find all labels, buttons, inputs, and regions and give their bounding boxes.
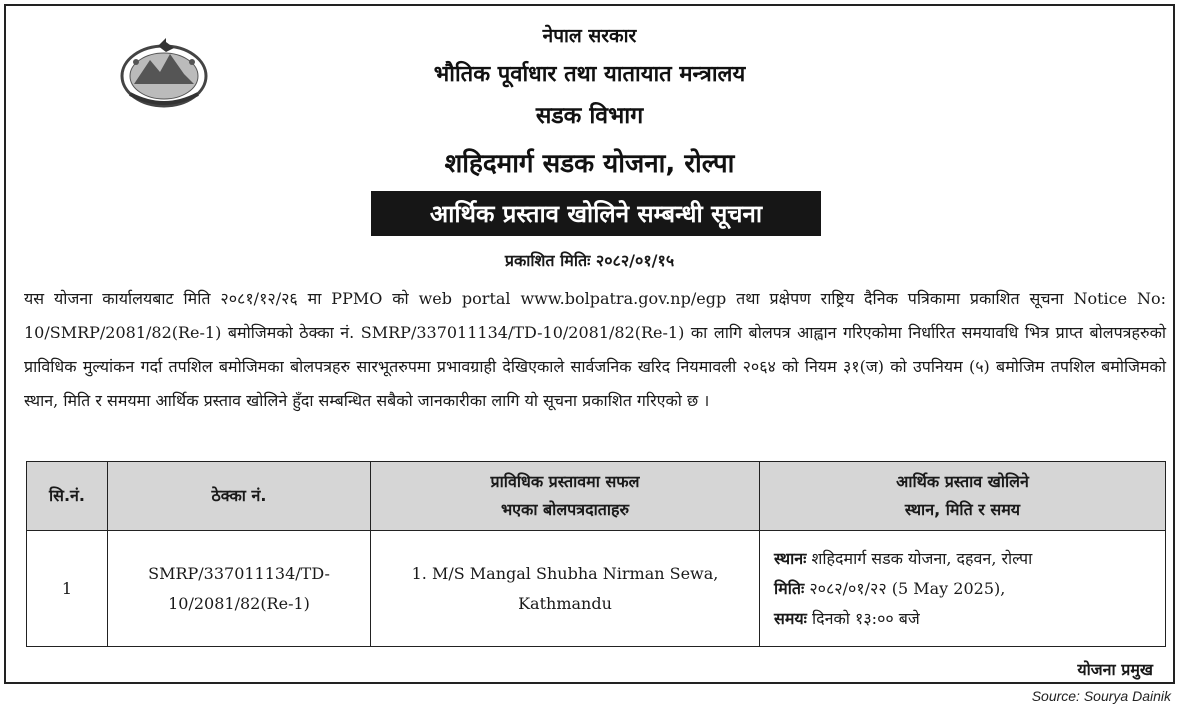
header-sn: सि.नं. bbox=[27, 462, 108, 531]
contract-line1: SMRP/337011134/TD- bbox=[148, 563, 330, 583]
table-row bbox=[27, 531, 1166, 647]
time-label: समयः bbox=[774, 608, 807, 628]
department-heading: सडक विभाग bbox=[535, 103, 644, 129]
bidder-line2: Kathmandu bbox=[518, 593, 612, 613]
header-opening-line2: स्थान, मिति र समय bbox=[904, 500, 1021, 519]
table-header-row bbox=[27, 462, 1166, 531]
notice-frame bbox=[4, 4, 1175, 684]
place-value: शहिदमार्ग सडक योजना, दहवन, रोल्पा bbox=[811, 548, 1033, 568]
header-bidders-line1: प्राविधिक प्रस्तावमा सफल bbox=[490, 472, 640, 491]
header-bidders bbox=[371, 462, 760, 531]
office-heading: शहिदमार्ग सडक योजना, रोल्पा bbox=[444, 149, 735, 179]
header-opening bbox=[760, 462, 1166, 531]
time-value: दिनको १३:०० बजे bbox=[812, 608, 920, 628]
header-bidders-line2: भएका बोलपत्रदाताहरु bbox=[500, 500, 630, 519]
row-opening-details bbox=[760, 531, 1166, 647]
source-credit: Source: Sourya Dainik bbox=[1031, 688, 1171, 704]
place-label: स्थानः bbox=[774, 548, 807, 568]
date-value: २०८२/०१/२२ (5 May 2025), bbox=[809, 578, 1006, 598]
notice-title: आर्थिक प्रस्ताव खोलिने सम्बन्धी सूचना bbox=[371, 191, 821, 236]
date-label: मितिः bbox=[774, 578, 805, 598]
bidder-line1: 1. M/S Mangal Shubha Nirman Sewa, bbox=[411, 563, 719, 583]
published-date: प्रकाशित मितिः २०८२/०१/१५ bbox=[504, 251, 675, 270]
notice-paragraph: यस योजना कार्यालयबाट मिति २०८१/१२/२६ मा PPMO को web portal www.bolpatra.gov.np/egp तथा प्रक्षेपण राष्ट्रिय दैनिक पत्रिकामा प्रकाशित सूचना Notice No: 10/SMRP/2081/82(Re-1) बमोजिमको ठेक्का नं. SMRP/337011134/TD-10/2081/82(Re-1) का लागि बोलपत्र आह्वान गरिएकोमा निर्धारित समयावधि भित्र प्राप्त बोलपत्रहरुको प्राविधिक मुल्यांकन गर्दा तपशिल बमोजिमका बोलपत्रहरु सारभूतरुपमा प्रभावग्राही देखिएकाले सार्वजनिक खरिद नियमावली २०६४ को नियम ३१(ज) को उपनियम (५) बमोजिम तपशिल बमोजिमको स्थान, मिति र समयमा आर्थिक प्रस्ताव खोलिने हुँदा सम्बन्धित सबैको जानकारीका लागि यो सूचना प्रकाशित गरिएको छ । bbox=[24, 289, 1166, 410]
contract-line2: 10/2081/82(Re-1) bbox=[168, 593, 310, 613]
ministry-heading: भौतिक पूर्वाधार तथा यातायात मन्त्रालय bbox=[433, 62, 746, 87]
bid-opening-table bbox=[26, 461, 1166, 647]
header-contract-no: ठेक्का नं. bbox=[108, 462, 371, 531]
header-opening-line1: आर्थिक प्रस्ताव खोलिने bbox=[896, 472, 1029, 491]
row-sn: 1 bbox=[27, 531, 108, 647]
signatory: योजना प्रमुख bbox=[1077, 660, 1153, 679]
government-heading: नेपाल सरकार bbox=[542, 25, 637, 47]
row-bidder bbox=[371, 531, 760, 647]
row-contract-no bbox=[108, 531, 371, 647]
